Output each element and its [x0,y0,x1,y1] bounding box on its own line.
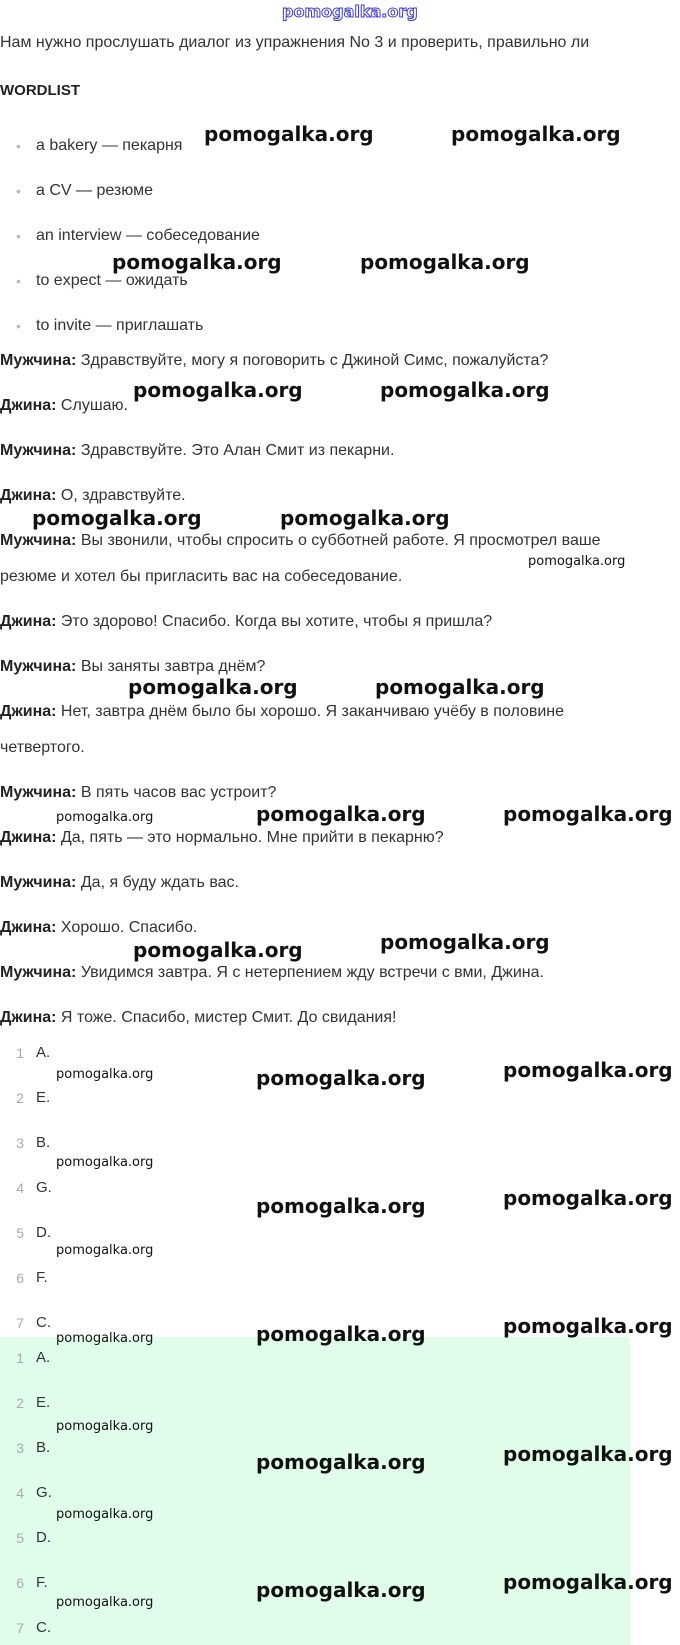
wordlist-title: WORDLIST [0,82,80,99]
dialog-text: Я тоже. Спасибо, мистер Смит. До свидания! [60,1009,397,1026]
watermark: pomogalka.org [56,1067,154,1082]
dialog-line [0,918,197,938]
answer-number: 6 [16,1575,24,1591]
watermark: pomogalka.org [503,1570,673,1594]
answer-letter: F. [36,1269,48,1286]
watermark: pomogalka.org [133,378,303,402]
dialog-line [0,396,128,416]
speaker: Джина: [0,613,57,630]
speaker: Мужчина: [0,658,77,675]
dialog-text: Вы звонили, чтобы спросить о субботней работе. Я просмотрел ваше [80,532,601,549]
answer-letter: A. [36,1349,51,1366]
dialog-line [0,657,265,677]
wordlist-item: to expect — ожидать [36,272,188,289]
dialog-line [0,828,444,848]
answer-number: 4 [16,1485,24,1501]
watermark: pomogalka.org [204,122,374,146]
watermark: pomogalka.org [503,1314,673,1338]
watermark: pomogalka.org [503,1058,673,1082]
answer-letter: B. [36,1134,51,1151]
answer-letter: G. [36,1484,52,1501]
watermark: pomogalka.org [256,1066,426,1090]
watermark: pomogalka.org [256,802,426,826]
speaker: Мужчина: [0,442,77,459]
watermark: pomogalka.org [128,675,298,699]
watermark: pomogalka.org [256,1322,426,1346]
dialog-line [0,963,544,983]
wordlist-item: a bakery — пекарня [36,137,183,154]
answer-letter: B. [36,1439,51,1456]
watermark: pomogalka.org [56,810,154,825]
dialog-text: Да, пять — это нормально. Мне прийти в пекарню? [60,829,444,846]
dialog-line [0,486,186,506]
watermark: pomogalka.org [256,1578,426,1602]
dialog-text: Слушаю. [60,397,128,414]
dialog-line [0,783,276,803]
bullet-icon: • [16,228,21,244]
answer-letter: A. [36,1044,51,1061]
answer-letter: E. [36,1394,51,1411]
dialog-text: Хорошо. Спасибо. [60,919,198,936]
answer-number: 1 [16,1350,24,1366]
watermark: pomogalka.org [56,1155,154,1170]
watermark: pomogalka.org [280,506,450,530]
dialog-line [0,873,239,893]
dialog-text: В пять часов вас устроит? [80,784,277,801]
watermark: pomogalka.org [133,938,303,962]
speaker: Джина: [0,1009,57,1026]
dialog-line-cont: резюме и хотел бы пригласить вас на собеседование. [0,568,403,585]
watermark: pomogalka.org [528,554,626,569]
top-watermark: pomogalka.org [282,2,418,21]
watermark: pomogalka.org [380,930,550,954]
dialog-line [0,702,564,722]
dialog-text: О, здравствуйте. [60,487,186,504]
watermark: pomogalka.org [503,802,673,826]
watermark: pomogalka.org [56,1243,154,1258]
watermark: pomogalka.org [503,1186,673,1210]
bullet-icon: • [16,273,21,289]
watermark: pomogalka.org [56,1507,154,1522]
watermark: pomogalka.org [375,675,545,699]
dialog-text: Здравствуйте, могу я поговорить с Джиной Симс, пожалуйста? [80,352,549,369]
answer-number: 7 [16,1315,24,1331]
answer-number: 7 [16,1620,24,1636]
speaker: Мужчина: [0,352,77,369]
answer-letter: G. [36,1179,52,1196]
answer-number: 5 [16,1225,24,1241]
answer-letter: C. [36,1314,51,1331]
watermark: pomogalka.org [503,1442,673,1466]
dialog-line [0,1008,396,1028]
watermark: pomogalka.org [360,250,530,274]
speaker: Джина: [0,397,57,414]
watermark: pomogalka.org [256,1194,426,1218]
watermark: pomogalka.org [112,250,282,274]
dialog-line [0,612,492,632]
answer-letter: F. [36,1574,48,1591]
answer-letter: D. [36,1529,51,1546]
dialog-text: Увидимся завтра. Я с нетерпением жду встречи с вми, Джина. [80,964,544,981]
watermark: pomogalka.org [32,506,202,530]
answer-letter: C. [36,1619,51,1636]
dialog-text: Это здорово! Спасибо. Когда вы хотите, чтобы я пришла? [60,613,493,630]
speaker: Джина: [0,919,57,936]
answer-letter: E. [36,1089,51,1106]
dialog-text: Да, я буду ждать вас. [80,874,239,891]
speaker: Мужчина: [0,874,77,891]
answer-number: 2 [16,1395,24,1411]
answer-number: 5 [16,1530,24,1546]
answer-number: 2 [16,1090,24,1106]
dialog-line [0,441,394,461]
dialog-text: Нет, завтра днём было бы хорошо. Я заканчиваю учёбу в половине [60,703,565,720]
watermark: pomogalka.org [56,1331,154,1346]
speaker: Мужчина: [0,784,77,801]
bullet-icon: • [16,183,21,199]
wordlist-item: a CV — резюме [36,182,153,199]
dialog-text: Вы заняты завтра днём? [80,658,266,675]
speaker: Джина: [0,487,57,504]
speaker: Джина: [0,829,57,846]
answer-number: 6 [16,1270,24,1286]
bullet-icon: • [16,138,21,154]
dialog-line [0,531,601,551]
watermark: pomogalka.org [451,122,621,146]
answer-number: 3 [16,1135,24,1151]
answer-number: 3 [16,1440,24,1456]
answer-number: 4 [16,1180,24,1196]
watermark: pomogalka.org [380,378,550,402]
dialog-line [0,351,548,371]
speaker: Мужчина: [0,532,77,549]
bullet-icon: • [16,318,21,334]
intro-text: Нам нужно прослушать диалог из упражнения No 3 и проверить, правильно ли [0,34,590,51]
watermark: pomogalka.org [56,1595,154,1610]
watermark: pomogalka.org [56,1419,154,1434]
answer-letter: D. [36,1224,51,1241]
speaker: Джина: [0,703,57,720]
watermark: pomogalka.org [256,1450,426,1474]
wordlist-item: to invite — приглашать [36,317,204,334]
dialog-line-cont: четвертого. [0,739,85,756]
dialog-text: Здравствуйте. Это Алан Смит из пекарни. [80,442,395,459]
speaker: Мужчина: [0,964,77,981]
answer-number: 1 [16,1045,24,1061]
wordlist-item: an interview — собеседование [36,227,260,244]
